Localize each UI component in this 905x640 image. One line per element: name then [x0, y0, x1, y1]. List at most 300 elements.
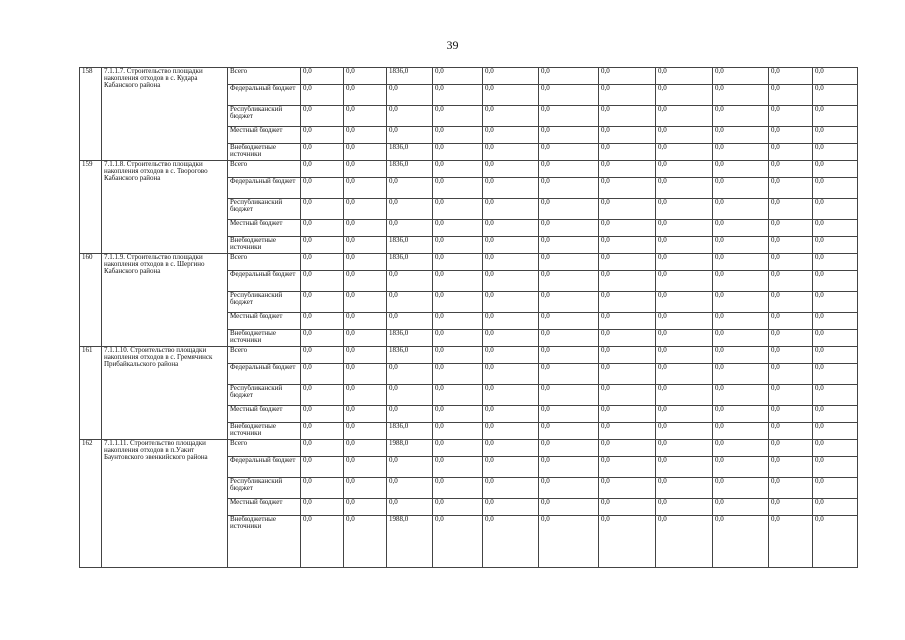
- amount-cell: 0,0: [713, 144, 769, 161]
- amount-cell: 0,0: [301, 220, 344, 237]
- amount-cell: 0,0: [813, 270, 858, 291]
- amount-cell: 0,0: [433, 270, 483, 291]
- amount-cell: 0,0: [813, 516, 858, 568]
- amount-cell: 0,0: [539, 237, 599, 254]
- amount-cell: 0,0: [713, 363, 769, 384]
- amount-cell: 0,0: [769, 237, 813, 254]
- funding-source: Всего: [228, 440, 301, 457]
- amount-cell: 0,0: [713, 423, 769, 440]
- amount-cell: 0,0: [813, 347, 858, 364]
- funding-source: Всего: [228, 254, 301, 271]
- amount-cell: 0,0: [769, 220, 813, 237]
- amount-cell: 0,0: [539, 406, 599, 423]
- funding-source: Внебюджетные источники: [228, 144, 301, 161]
- activity-title: 7.1.1.10. Строительство площадки накопления отходов в с. Гремячинск Прибайкальского района: [102, 347, 228, 440]
- amount-cell: 0,0: [599, 363, 656, 384]
- activity-title: 7.1.1.8. Строительство площадки накопления отходов в с. Творогово Кабанского района: [102, 161, 228, 254]
- amount-cell: 0,0: [433, 385, 483, 406]
- amount-cell: 0,0: [433, 347, 483, 364]
- amount-cell: 0,0: [483, 313, 539, 330]
- amount-cell: 0,0: [769, 363, 813, 384]
- amount-cell: 0,0: [483, 199, 539, 220]
- amount-cell: 0,0: [387, 127, 433, 144]
- funding-source: Федеральный бюджет: [228, 456, 301, 477]
- amount-cell: 0,0: [344, 347, 387, 364]
- amount-cell: 0,0: [599, 127, 656, 144]
- amount-cell: 0,0: [483, 254, 539, 271]
- funding-source: Местный бюджет: [228, 406, 301, 423]
- amount-cell: 1836,0: [387, 68, 433, 85]
- amount-cell: 1836,0: [387, 254, 433, 271]
- amount-cell: 0,0: [769, 177, 813, 198]
- amount-cell: 0,0: [813, 363, 858, 384]
- amount-cell: 0,0: [344, 423, 387, 440]
- amount-cell: 0,0: [656, 347, 713, 364]
- amount-cell: 0,0: [813, 292, 858, 313]
- funding-source: Федеральный бюджет: [228, 270, 301, 291]
- amount-cell: 0,0: [344, 363, 387, 384]
- amount-cell: 0,0: [483, 406, 539, 423]
- amount-cell: 0,0: [387, 313, 433, 330]
- amount-cell: 0,0: [656, 254, 713, 271]
- amount-cell: 0,0: [713, 199, 769, 220]
- amount-cell: 0,0: [813, 456, 858, 477]
- amount-cell: 0,0: [813, 423, 858, 440]
- amount-cell: 0,0: [433, 330, 483, 347]
- funding-source: Местный бюджет: [228, 127, 301, 144]
- amount-cell: 0,0: [599, 84, 656, 105]
- amount-cell: 0,0: [656, 106, 713, 127]
- amount-cell: 0,0: [769, 440, 813, 457]
- amount-cell: 0,0: [483, 106, 539, 127]
- amount-cell: 0,0: [301, 237, 344, 254]
- amount-cell: 0,0: [599, 478, 656, 499]
- amount-cell: 0,0: [656, 144, 713, 161]
- amount-cell: 0,0: [599, 423, 656, 440]
- amount-cell: 0,0: [301, 478, 344, 499]
- amount-cell: 0,0: [539, 220, 599, 237]
- amount-cell: 0,0: [813, 68, 858, 85]
- amount-cell: 0,0: [769, 254, 813, 271]
- amount-cell: 0,0: [713, 347, 769, 364]
- amount-cell: 0,0: [656, 499, 713, 516]
- amount-cell: 0,0: [433, 499, 483, 516]
- amount-cell: 0,0: [656, 313, 713, 330]
- amount-cell: 0,0: [483, 499, 539, 516]
- table-row: [80, 347, 858, 364]
- amount-cell: 0,0: [656, 177, 713, 198]
- funding-source: Республиканский бюджет: [228, 199, 301, 220]
- amount-cell: 0,0: [656, 199, 713, 220]
- table-row: [80, 161, 858, 178]
- amount-cell: 0,0: [387, 270, 433, 291]
- amount-cell: 0,0: [769, 313, 813, 330]
- amount-cell: 0,0: [599, 161, 656, 178]
- amount-cell: 0,0: [433, 440, 483, 457]
- funding-source: Республиканский бюджет: [228, 385, 301, 406]
- amount-cell: 0,0: [301, 161, 344, 178]
- amount-cell: 0,0: [656, 220, 713, 237]
- row-index: 162: [80, 440, 102, 568]
- amount-cell: 0,0: [769, 347, 813, 364]
- amount-cell: 0,0: [483, 363, 539, 384]
- amount-cell: 0,0: [713, 237, 769, 254]
- amount-cell: 0,0: [433, 106, 483, 127]
- amount-cell: 0,0: [656, 84, 713, 105]
- amount-cell: 0,0: [713, 220, 769, 237]
- amount-cell: 0,0: [344, 106, 387, 127]
- amount-cell: 0,0: [433, 237, 483, 254]
- funding-source: Внебюджетные источники: [228, 516, 301, 568]
- amount-cell: 0,0: [599, 330, 656, 347]
- amount-cell: 0,0: [483, 161, 539, 178]
- amount-cell: 0,0: [769, 68, 813, 85]
- amount-cell: 0,0: [539, 347, 599, 364]
- funding-source: Внебюджетные источники: [228, 237, 301, 254]
- amount-cell: 0,0: [539, 499, 599, 516]
- amount-cell: 0,0: [599, 254, 656, 271]
- amount-cell: 1988,0: [387, 440, 433, 457]
- amount-cell: 1836,0: [387, 330, 433, 347]
- amount-cell: 0,0: [713, 456, 769, 477]
- amount-cell: 0,0: [656, 237, 713, 254]
- amount-cell: 0,0: [599, 456, 656, 477]
- amount-cell: 0,0: [387, 478, 433, 499]
- amount-cell: 0,0: [344, 406, 387, 423]
- amount-cell: 0,0: [713, 254, 769, 271]
- amount-cell: 0,0: [433, 177, 483, 198]
- amount-cell: 0,0: [769, 478, 813, 499]
- row-index: 160: [80, 254, 102, 347]
- amount-cell: 0,0: [433, 199, 483, 220]
- funding-source: Всего: [228, 347, 301, 364]
- amount-cell: 0,0: [769, 499, 813, 516]
- amount-cell: 0,0: [713, 84, 769, 105]
- table-row: [80, 68, 858, 85]
- amount-cell: 0,0: [301, 127, 344, 144]
- amount-cell: 0,0: [433, 456, 483, 477]
- amount-cell: 0,0: [301, 270, 344, 291]
- amount-cell: 0,0: [599, 516, 656, 568]
- row-index: 158: [80, 68, 102, 161]
- amount-cell: 0,0: [713, 385, 769, 406]
- amount-cell: 0,0: [656, 127, 713, 144]
- amount-cell: 0,0: [539, 516, 599, 568]
- amount-cell: 0,0: [539, 292, 599, 313]
- amount-cell: 0,0: [813, 313, 858, 330]
- amount-cell: 0,0: [301, 144, 344, 161]
- amount-cell: 0,0: [813, 385, 858, 406]
- amount-cell: 0,0: [539, 199, 599, 220]
- amount-cell: 0,0: [656, 385, 713, 406]
- amount-cell: 0,0: [344, 478, 387, 499]
- amount-cell: 0,0: [301, 423, 344, 440]
- amount-cell: 0,0: [656, 440, 713, 457]
- amount-cell: 0,0: [713, 313, 769, 330]
- amount-cell: 0,0: [387, 199, 433, 220]
- amount-cell: 0,0: [344, 177, 387, 198]
- amount-cell: 0,0: [713, 440, 769, 457]
- activity-title: 7.1.1.7. Строительство площадки накопления отходов в с. Кудара Кабанского района: [102, 68, 228, 161]
- amount-cell: 0,0: [483, 127, 539, 144]
- amount-cell: 0,0: [344, 144, 387, 161]
- amount-cell: 0,0: [713, 270, 769, 291]
- amount-cell: 0,0: [813, 406, 858, 423]
- funding-source: Федеральный бюджет: [228, 363, 301, 384]
- amount-cell: 0,0: [433, 254, 483, 271]
- amount-cell: 0,0: [539, 478, 599, 499]
- amount-cell: 0,0: [656, 292, 713, 313]
- amount-cell: 0,0: [599, 440, 656, 457]
- amount-cell: 0,0: [483, 292, 539, 313]
- amount-cell: 0,0: [433, 363, 483, 384]
- amount-cell: 0,0: [344, 456, 387, 477]
- funding-source: Федеральный бюджет: [228, 177, 301, 198]
- amount-cell: 0,0: [713, 330, 769, 347]
- amount-cell: 0,0: [387, 406, 433, 423]
- amount-cell: 1836,0: [387, 347, 433, 364]
- amount-cell: 0,0: [599, 270, 656, 291]
- amount-cell: 0,0: [301, 516, 344, 568]
- amount-cell: 0,0: [433, 292, 483, 313]
- amount-cell: 0,0: [769, 330, 813, 347]
- amount-cell: 0,0: [539, 254, 599, 271]
- amount-cell: 0,0: [433, 84, 483, 105]
- amount-cell: 0,0: [433, 161, 483, 178]
- amount-cell: 0,0: [656, 270, 713, 291]
- amount-cell: 0,0: [539, 313, 599, 330]
- amount-cell: 0,0: [539, 68, 599, 85]
- amount-cell: 0,0: [656, 330, 713, 347]
- amount-cell: 0,0: [813, 330, 858, 347]
- amount-cell: 0,0: [539, 177, 599, 198]
- amount-cell: 0,0: [539, 84, 599, 105]
- amount-cell: 0,0: [813, 177, 858, 198]
- amount-cell: 0,0: [713, 177, 769, 198]
- amount-cell: 0,0: [387, 177, 433, 198]
- amount-cell: 0,0: [769, 199, 813, 220]
- table-row: [80, 254, 858, 271]
- amount-cell: 0,0: [433, 144, 483, 161]
- amount-cell: 0,0: [813, 220, 858, 237]
- amount-cell: 0,0: [539, 456, 599, 477]
- amount-cell: 0,0: [483, 385, 539, 406]
- amount-cell: 0,0: [344, 199, 387, 220]
- amount-cell: 0,0: [301, 499, 344, 516]
- amount-cell: 0,0: [483, 144, 539, 161]
- amount-cell: 0,0: [813, 199, 858, 220]
- row-index: 159: [80, 161, 102, 254]
- amount-cell: 0,0: [344, 516, 387, 568]
- amount-cell: 0,0: [813, 254, 858, 271]
- amount-cell: 0,0: [539, 127, 599, 144]
- amount-cell: 0,0: [599, 106, 656, 127]
- amount-cell: 1836,0: [387, 237, 433, 254]
- amount-cell: 0,0: [301, 406, 344, 423]
- amount-cell: 0,0: [599, 313, 656, 330]
- activity-title: 7.1.1.11. Строительство площадки накопления отходов в п.Уакит Баунтовского эвенкийского района: [102, 440, 228, 568]
- amount-cell: 0,0: [483, 177, 539, 198]
- funding-source: Местный бюджет: [228, 499, 301, 516]
- amount-cell: 0,0: [433, 220, 483, 237]
- amount-cell: 0,0: [344, 292, 387, 313]
- amount-cell: 0,0: [813, 499, 858, 516]
- amount-cell: 0,0: [713, 406, 769, 423]
- amount-cell: 0,0: [387, 385, 433, 406]
- amount-cell: 0,0: [813, 478, 858, 499]
- amount-cell: 0,0: [713, 127, 769, 144]
- funding-source: Внебюджетные источники: [228, 423, 301, 440]
- amount-cell: 0,0: [433, 313, 483, 330]
- amount-cell: 0,0: [483, 516, 539, 568]
- funding-source: Местный бюджет: [228, 220, 301, 237]
- amount-cell: 1836,0: [387, 423, 433, 440]
- budget-table: [79, 67, 858, 568]
- amount-cell: 0,0: [301, 313, 344, 330]
- amount-cell: 0,0: [656, 406, 713, 423]
- amount-cell: 0,0: [769, 144, 813, 161]
- amount-cell: 0,0: [344, 330, 387, 347]
- amount-cell: 0,0: [813, 106, 858, 127]
- amount-cell: 0,0: [344, 127, 387, 144]
- amount-cell: 0,0: [599, 220, 656, 237]
- amount-cell: 0,0: [344, 220, 387, 237]
- amount-cell: 0,0: [344, 237, 387, 254]
- funding-source: Республиканский бюджет: [228, 292, 301, 313]
- amount-cell: 0,0: [483, 220, 539, 237]
- amount-cell: 0,0: [301, 254, 344, 271]
- amount-cell: 0,0: [344, 499, 387, 516]
- amount-cell: 0,0: [713, 292, 769, 313]
- amount-cell: 0,0: [301, 199, 344, 220]
- amount-cell: 0,0: [483, 68, 539, 85]
- amount-cell: 0,0: [599, 292, 656, 313]
- amount-cell: 0,0: [301, 347, 344, 364]
- amount-cell: 0,0: [344, 440, 387, 457]
- amount-cell: 0,0: [599, 499, 656, 516]
- amount-cell: 0,0: [539, 385, 599, 406]
- amount-cell: 0,0: [813, 237, 858, 254]
- amount-cell: 0,0: [387, 363, 433, 384]
- amount-cell: 0,0: [599, 68, 656, 85]
- amount-cell: 0,0: [713, 499, 769, 516]
- amount-cell: 0,0: [387, 499, 433, 516]
- amount-cell: 0,0: [769, 516, 813, 568]
- table-row: [80, 440, 858, 457]
- amount-cell: 0,0: [539, 363, 599, 384]
- amount-cell: 0,0: [344, 254, 387, 271]
- amount-cell: 0,0: [483, 347, 539, 364]
- amount-cell: 0,0: [813, 440, 858, 457]
- amount-cell: 0,0: [539, 106, 599, 127]
- amount-cell: 0,0: [387, 456, 433, 477]
- amount-cell: 0,0: [539, 270, 599, 291]
- amount-cell: 0,0: [599, 144, 656, 161]
- amount-cell: 0,0: [433, 516, 483, 568]
- amount-cell: 0,0: [813, 84, 858, 105]
- amount-cell: 0,0: [769, 456, 813, 477]
- activity-title: 7.1.1.9. Строительство площадки накопления отходов в с. Шергино Кабанского района: [102, 254, 228, 347]
- amount-cell: 0,0: [301, 363, 344, 384]
- amount-cell: 0,0: [301, 292, 344, 313]
- amount-cell: 0,0: [813, 127, 858, 144]
- amount-cell: 0,0: [387, 84, 433, 105]
- amount-cell: 0,0: [301, 84, 344, 105]
- amount-cell: 0,0: [301, 68, 344, 85]
- amount-cell: 0,0: [433, 478, 483, 499]
- amount-cell: 0,0: [483, 270, 539, 291]
- amount-cell: 0,0: [599, 177, 656, 198]
- amount-cell: 0,0: [769, 423, 813, 440]
- amount-cell: 0,0: [769, 127, 813, 144]
- amount-cell: 0,0: [713, 478, 769, 499]
- amount-cell: 0,0: [599, 385, 656, 406]
- amount-cell: 0,0: [769, 406, 813, 423]
- page-number: 39: [446, 38, 459, 52]
- amount-cell: 0,0: [599, 237, 656, 254]
- amount-cell: 0,0: [539, 423, 599, 440]
- amount-cell: 0,0: [813, 161, 858, 178]
- amount-cell: 0,0: [344, 385, 387, 406]
- amount-cell: 0,0: [483, 478, 539, 499]
- amount-cell: 0,0: [656, 423, 713, 440]
- amount-cell: 0,0: [769, 161, 813, 178]
- row-index: 161: [80, 347, 102, 440]
- funding-source: Всего: [228, 68, 301, 85]
- amount-cell: 0,0: [539, 161, 599, 178]
- amount-cell: 0,0: [301, 456, 344, 477]
- amount-cell: 0,0: [387, 292, 433, 313]
- amount-cell: 0,0: [656, 516, 713, 568]
- funding-source: Внебюджетные источники: [228, 330, 301, 347]
- amount-cell: 0,0: [344, 68, 387, 85]
- amount-cell: 0,0: [433, 406, 483, 423]
- amount-cell: 0,0: [433, 423, 483, 440]
- amount-cell: 0,0: [301, 440, 344, 457]
- amount-cell: 0,0: [813, 144, 858, 161]
- amount-cell: 0,0: [599, 347, 656, 364]
- amount-cell: 0,0: [344, 84, 387, 105]
- amount-cell: 0,0: [483, 440, 539, 457]
- amount-cell: 0,0: [344, 270, 387, 291]
- amount-cell: 0,0: [769, 292, 813, 313]
- funding-source: Федеральный бюджет: [228, 84, 301, 105]
- amount-cell: 0,0: [769, 106, 813, 127]
- funding-source: Всего: [228, 161, 301, 178]
- amount-cell: 0,0: [539, 144, 599, 161]
- amount-cell: 0,0: [656, 478, 713, 499]
- amount-cell: 0,0: [769, 385, 813, 406]
- amount-cell: 0,0: [344, 161, 387, 178]
- amount-cell: 0,0: [769, 270, 813, 291]
- funding-source: Республиканский бюджет: [228, 106, 301, 127]
- amount-cell: 0,0: [483, 84, 539, 105]
- amount-cell: 0,0: [301, 330, 344, 347]
- amount-cell: 1836,0: [387, 144, 433, 161]
- amount-cell: 0,0: [387, 220, 433, 237]
- amount-cell: 0,0: [599, 199, 656, 220]
- amount-cell: 0,0: [483, 330, 539, 347]
- amount-cell: 0,0: [387, 106, 433, 127]
- amount-cell: 0,0: [301, 177, 344, 198]
- amount-cell: 0,0: [433, 127, 483, 144]
- amount-cell: 0,0: [433, 68, 483, 85]
- amount-cell: 0,0: [656, 161, 713, 178]
- amount-cell: 0,0: [483, 237, 539, 254]
- amount-cell: 0,0: [301, 385, 344, 406]
- funding-source: Республиканский бюджет: [228, 478, 301, 499]
- amount-cell: 1988,0: [387, 516, 433, 568]
